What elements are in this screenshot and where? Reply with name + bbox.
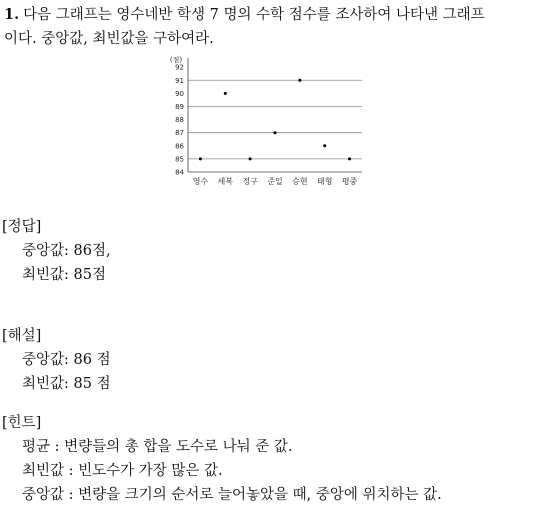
y-tick-label: 92 [175, 63, 184, 72]
x-tick-label: 세복 [217, 177, 234, 186]
explanation-title: [해설] [2, 328, 42, 344]
x-tick-label: 평중 [341, 177, 358, 186]
answer-title: [정답] [2, 219, 42, 235]
problem-text-2: 이다. 중앙값, 최빈값을 구하여라. [4, 31, 214, 47]
x-tick-label: 준일 [267, 177, 283, 186]
score-chart [160, 52, 370, 190]
data-point [323, 144, 326, 147]
y-tick-label: 86 [175, 142, 184, 151]
y-tick-label: 87 [175, 129, 184, 138]
data-point [249, 157, 252, 160]
answer-median: 중앙값: 86점, [22, 243, 111, 259]
data-point [224, 92, 227, 95]
hint-mean: 평균 : 변량들의 총 합을 도수로 나눠 준 값. [22, 439, 293, 455]
data-point [298, 79, 301, 82]
explanation-mode: 최빈값: 85 점 [22, 376, 111, 392]
answer-mode: 최빈값: 85점 [22, 267, 106, 283]
x-tick-label: 승현 [292, 177, 308, 186]
hint-section [2, 411, 442, 507]
x-tick-label: 태형 [316, 177, 333, 186]
y-tick-label: 85 [175, 155, 184, 164]
y-axis-unit-label: (점) [169, 56, 183, 64]
problem-statement [4, 3, 530, 51]
explanation-section [2, 324, 111, 396]
y-tick-label: 84 [175, 168, 184, 177]
data-point [348, 157, 351, 160]
explanation-median: 중앙값: 86 점 [22, 352, 111, 368]
y-tick-label: 91 [175, 76, 184, 85]
problem-text-1: 다음 그래프는 영수네반 학생 7 명의 수학 점수를 조사하여 나타낸 그래프 [23, 7, 485, 23]
answer-section [2, 215, 111, 287]
hint-mode: 최빈값 : 빈도수가 가장 많은 값. [22, 463, 223, 479]
y-tick-label: 88 [175, 116, 184, 125]
y-tick-label: 90 [175, 89, 184, 98]
hint-median: 중앙값 : 변량을 크기의 순서로 늘어놓았을 때, 중앙에 위치하는 값. [22, 487, 442, 503]
hint-title: [힌트] [2, 415, 42, 431]
x-tick-label: 영수 [192, 177, 209, 186]
y-tick-label: 89 [175, 102, 184, 111]
problem-line-1 [4, 3, 530, 27]
x-tick-label: 정구 [242, 177, 258, 186]
score-chart-svg [160, 52, 370, 190]
problem-number: 1. [4, 6, 20, 23]
data-point [199, 157, 202, 160]
data-point [274, 131, 277, 134]
